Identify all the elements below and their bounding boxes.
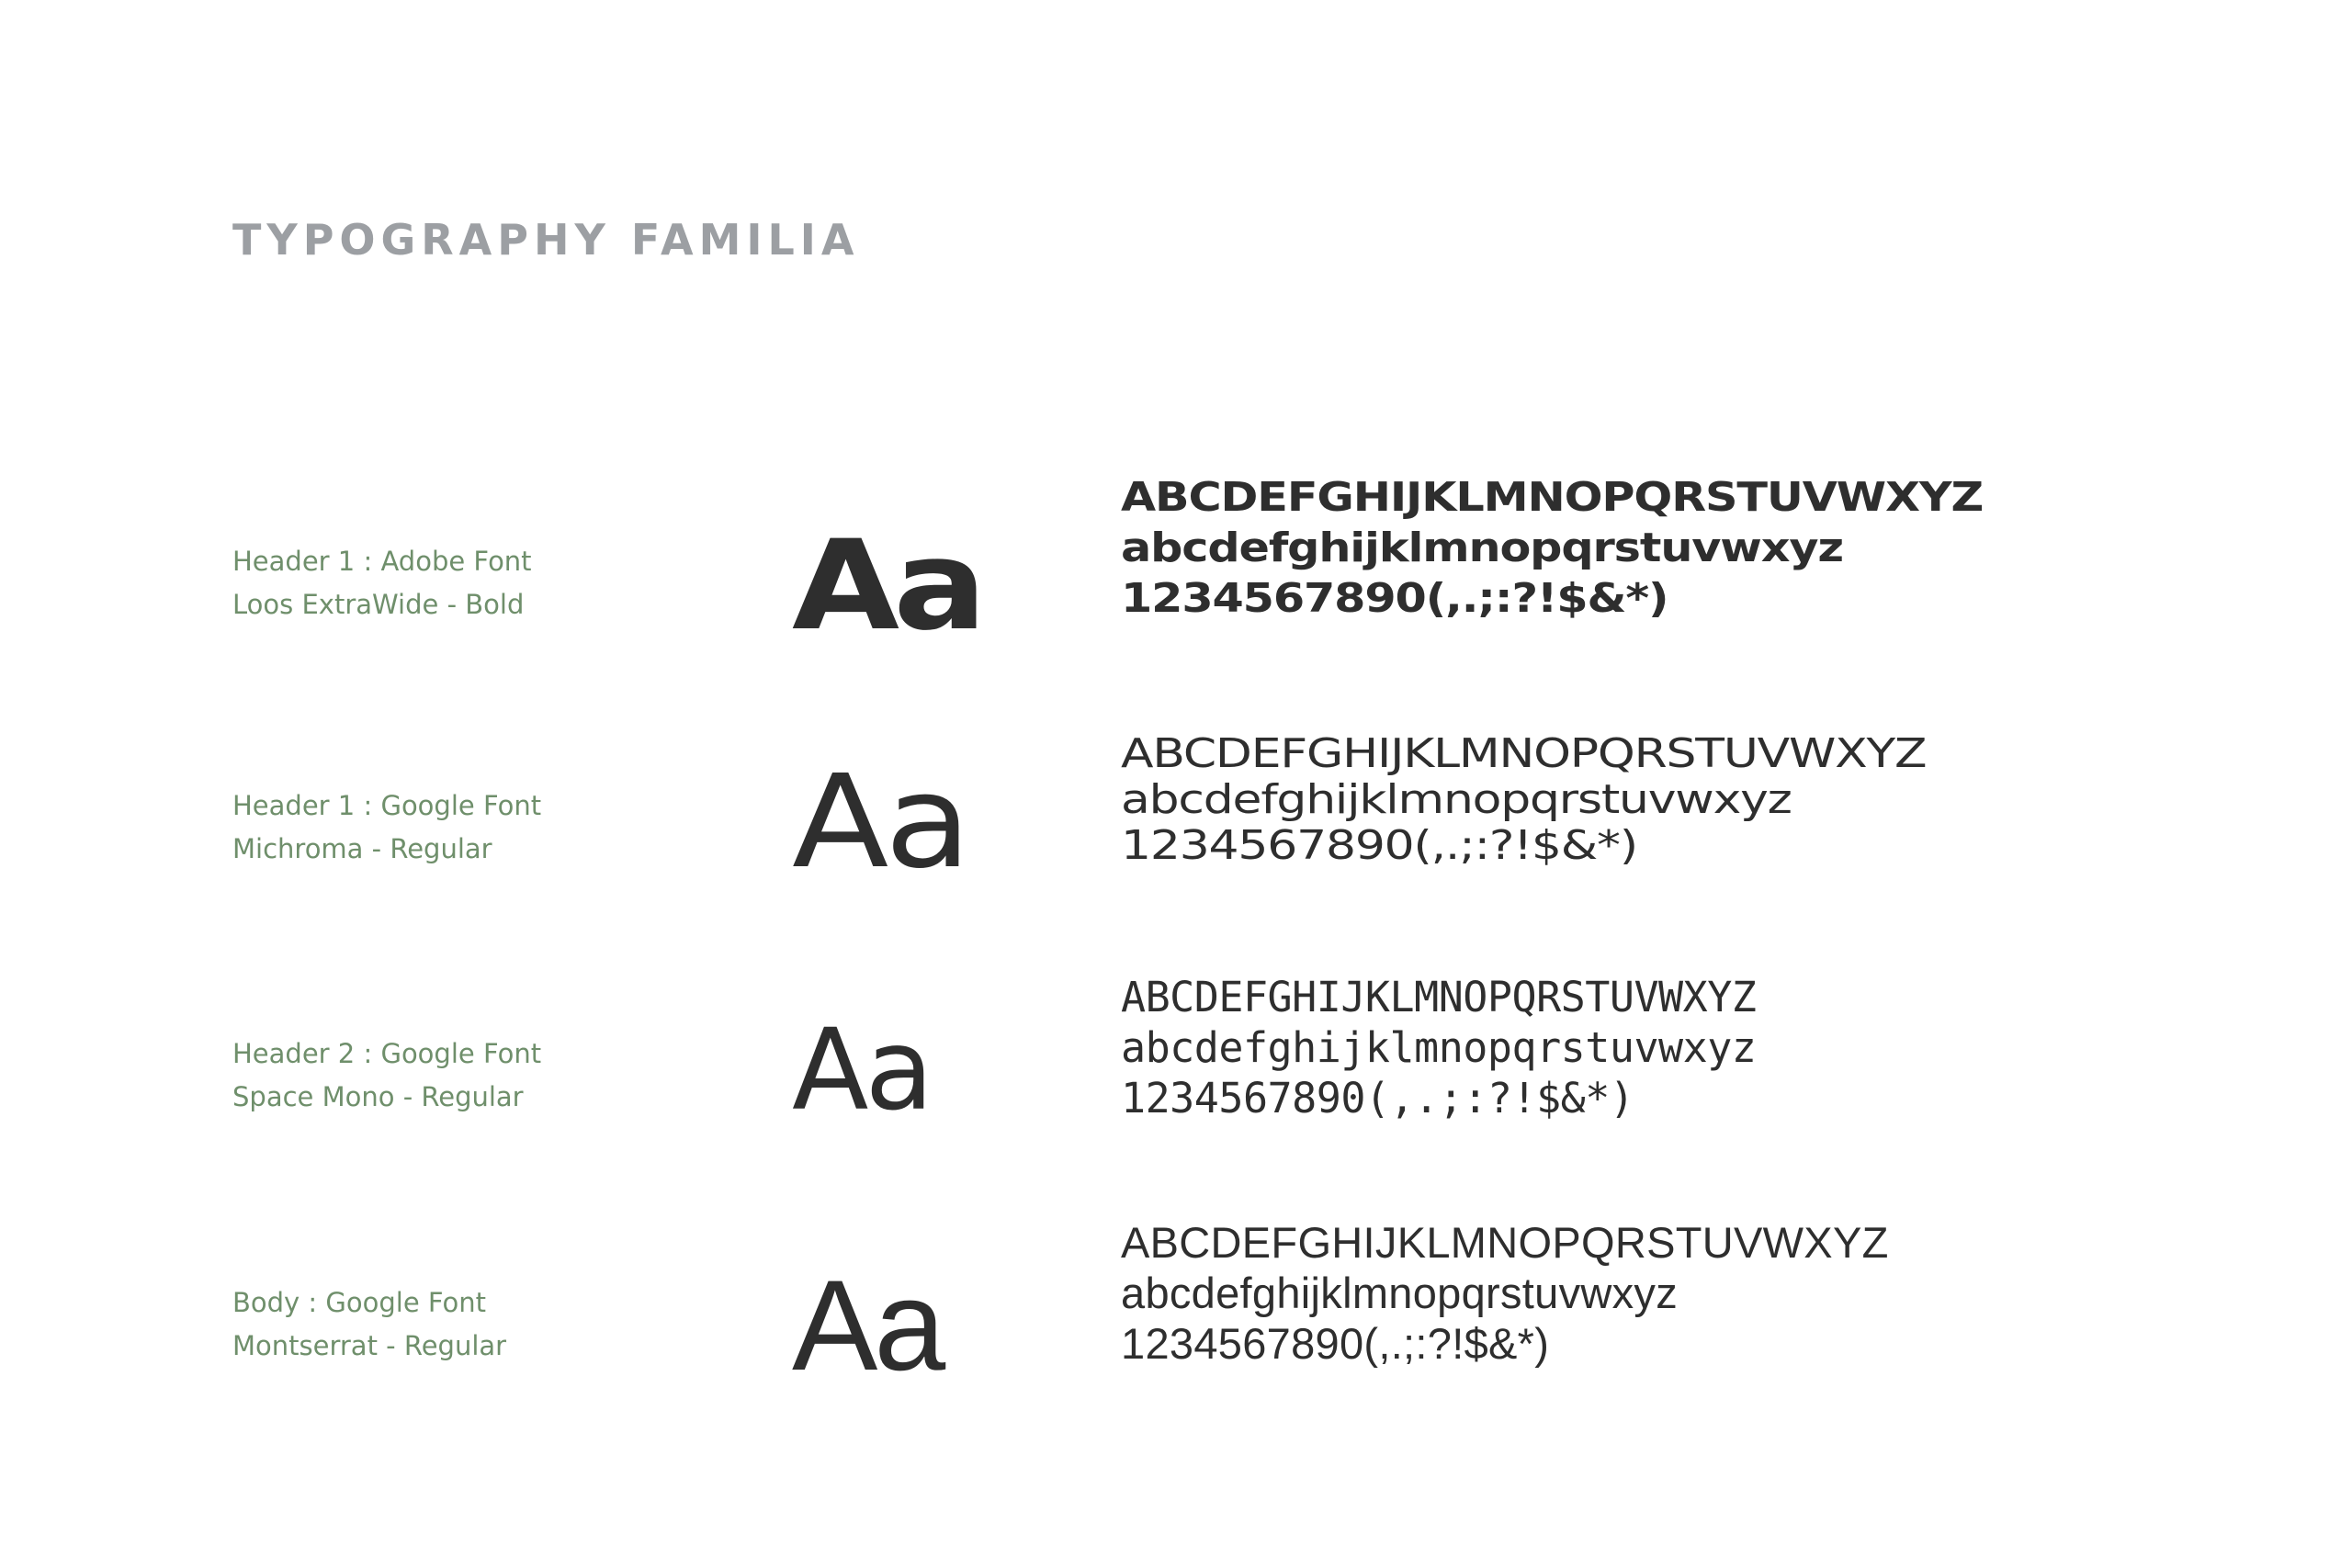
font-label-source: Header 1 : Google Font (232, 790, 542, 821)
uppercase-glyphs: ABCDEFGHIJKLMNOPQRSTUVWXYZ (1121, 1218, 1889, 1267)
font-label-name: Space Mono - Regular (232, 1081, 524, 1112)
glyph-specimen (1121, 731, 1926, 869)
font-sample-aa: Aa (792, 748, 967, 897)
glyph-specimen (1121, 972, 1756, 1123)
font-label-name: Loos ExtraWide - Bold (232, 589, 525, 620)
lowercase-glyphs: abcdefghijklmnopqrstuvwxyz (1121, 525, 1843, 571)
font-label-source: Body : Google Font (232, 1287, 487, 1318)
font-sample-aa: Aa (792, 1253, 943, 1397)
font-label-name: Montserrat - Regular (232, 1330, 507, 1361)
font-label (232, 784, 541, 871)
numeral-punctuation-glyphs: 1234567890(,.;:?!$&*) (1121, 575, 1668, 622)
numeral-punctuation-glyphs: 1234567890(,.;:?!$&*) (1121, 1319, 1550, 1368)
uppercase-glyphs: ABCDEFGHIJKLMNOPQRSTUVWXYZ (1121, 474, 1984, 521)
numeral-punctuation-glyphs: 1234567890(,.;:?!$&*) (1121, 822, 1637, 869)
numeral-punctuation-glyphs: 1234567890(,.;:?!$&*) (1121, 1074, 1634, 1122)
lowercase-glyphs: abcdefghijklmnopqrstuvwxyz (1121, 776, 1792, 823)
glyph-specimen (1121, 1217, 1889, 1369)
font-label-source: Header 2 : Google Font (232, 1038, 542, 1069)
page-title: TYPOGRAPHY FAMILIA (232, 215, 860, 265)
lowercase-glyphs: abcdefghijklmnopqrstuvwxyz (1121, 1269, 1679, 1317)
uppercase-glyphs: ABCDEFGHIJKLMNOPQRSTUVWXYZ (1121, 973, 1757, 1021)
font-label-name: Michroma - Regular (232, 833, 492, 864)
font-label (232, 1281, 506, 1368)
font-label (232, 1032, 541, 1119)
lowercase-glyphs: abcdefghijklmnopqrstuvwxyz (1121, 1023, 1757, 1072)
font-label-source: Header 1 : Adobe Font (232, 546, 532, 577)
glyph-specimen (1121, 472, 1983, 624)
font-sample-aa: Aa (792, 1005, 931, 1135)
font-sample-aa: Aa (792, 513, 981, 658)
font-label (232, 540, 532, 626)
uppercase-glyphs: ABCDEFGHIJKLMNOPQRSTUVWXYZ (1121, 730, 1927, 777)
